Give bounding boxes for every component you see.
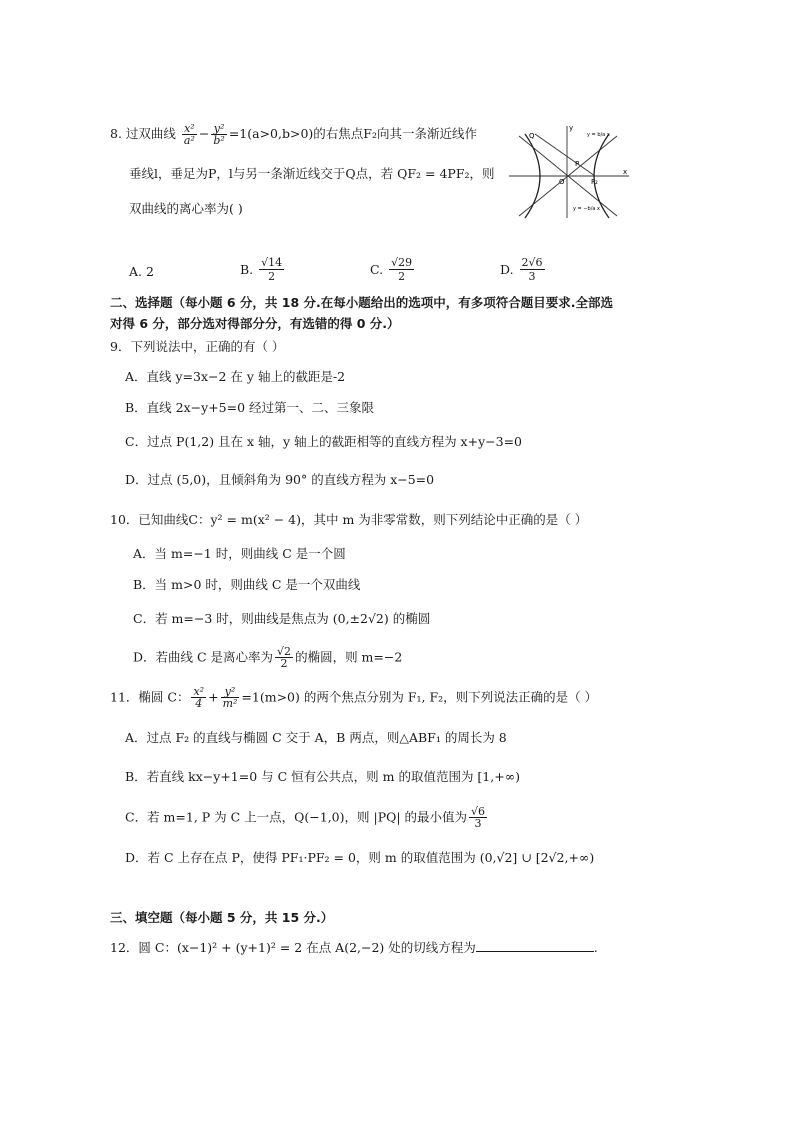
q8-option-a: A. 2 — [129, 264, 154, 279]
q8-line1 — [110, 123, 477, 146]
label-y: y — [569, 124, 574, 132]
q9-option-a: A．直线 y=3x−2 在 y 轴上的截距是-2 — [125, 369, 346, 384]
q10-stem: 10．已知曲线C：y² = m(x² − 4)，其中 m 为非零常数，则下列结论中正确的是（ ） — [110, 512, 588, 527]
hyperbola-figure — [505, 122, 633, 220]
q8-condition: =1(a>0,b>0)的右焦点F₂向其一条渐近线作 — [228, 126, 477, 141]
q10-option-c: C．若 m=−3 时，则曲线是焦点为 (0,±2√2) 的椭圆 — [133, 611, 431, 626]
q11-option-c: C．若 m=1, P 为 C 上一点，Q(−1,0)，则 |PQ| 的最小值为 $\frac{√6}{3}$ — [125, 805, 486, 830]
q8-minus: − — [198, 126, 210, 141]
q11-stem: 11．椭圆 C： $\frac{\text{x²}}{4}$ + $\frac{\text{y²}}{\text{m²}}$ =1(m>0) 的两个焦点分别为 F₁, F₂，则下列说法正确的是（ ） — [110, 685, 598, 710]
q12-stem: 12．圆 C：(x−1)² + (y+1)² = 2 在点 A(2,−2) 处的切线方程为 . — [110, 940, 598, 955]
label-Q: Q — [529, 132, 535, 140]
label-asymptote-bottom: y = −b/a x — [573, 206, 600, 212]
q8-option-b: B. $\frac{√14}{2}$ — [240, 256, 283, 283]
q8-fraction-y: $\frac{\text{y²}}{\text{b²}}$ — [213, 122, 225, 147]
q9-option-d: D．过点 (5,0)，且倾斜角为 90° 的直线方程为 x−5=0 — [125, 472, 435, 487]
q9-option-c: C．过点 P(1,2) 且在 x 轴，y 轴上的截距相等的直线方程为 x+y−3=0 — [125, 434, 522, 449]
q10-option-d: D．若曲线 C 是离心率为 $\frac{√2}{2}$ 的椭圆，则 m=−2 — [133, 645, 403, 670]
q8-line2: 垂线l，垂足为P，l与另一条渐近线交于Q点，若 QF₂ = 4PF₂，则 — [129, 166, 495, 181]
q11-option-b: B．若直线 kx−y+1=0 与 C 恒有公共点，则 m 的取值范围为 [1,+∞) — [125, 769, 520, 784]
q8-option-d: D. $\frac{2√6}{3}$ — [500, 256, 543, 283]
q10-option-b: B．当 m>0 时，则曲线 C 是一个双曲线 — [133, 577, 361, 592]
q10-option-a: A．当 m=−1 时，则曲线 C 是一个圆 — [133, 546, 346, 561]
label-x: x — [623, 168, 628, 176]
label-asymptote-top: y = b/a x — [587, 132, 610, 138]
section2-heading-line2: 对得 6 分，部分选对得部分分，有选错的得 0 分.） — [110, 316, 400, 331]
q8-text: 过双曲线 — [125, 126, 176, 141]
q8-option-c: C. $\frac{√29}{2}$ — [370, 256, 413, 283]
q11-option-a: A．过点 F₂ 的直线与椭圆 C 交于 A，B 两点，则△ABF₁ 的周长为 8 — [125, 730, 507, 745]
q8-number: 8. — [110, 126, 122, 141]
label-O: O — [559, 178, 565, 186]
q11-option-d: D．若 C 上存在点 P，使得 PF₁·PF₂ = 0，则 m 的取值范围为 (0,√2] ∪ [2√2,+∞) — [125, 850, 595, 865]
q9-stem: 9．下列说法中，正确的有（ ） — [110, 339, 285, 354]
answer-blank[interactable] — [476, 951, 594, 952]
q9-option-b: B．直线 2x−y+5=0 经过第一、二、三象限 — [125, 400, 375, 415]
section3-heading: 三、填空题（每小题 5 分，共 15 分.） — [110, 910, 334, 925]
label-P: P — [575, 160, 580, 168]
label-F2: F₂ — [591, 178, 598, 186]
q8-fraction-x: $\frac{\text{x²}}{\text{a²}}$ — [183, 122, 195, 147]
section2-heading-line1: 二、选择题（每小题 6 分，共 18 分.在每小题给出的选项中，有多项符合题目要求.全部选 — [110, 295, 613, 310]
q8-line3: 双曲线的离心率为( ) — [129, 201, 243, 216]
perpendicular-line — [535, 134, 595, 176]
